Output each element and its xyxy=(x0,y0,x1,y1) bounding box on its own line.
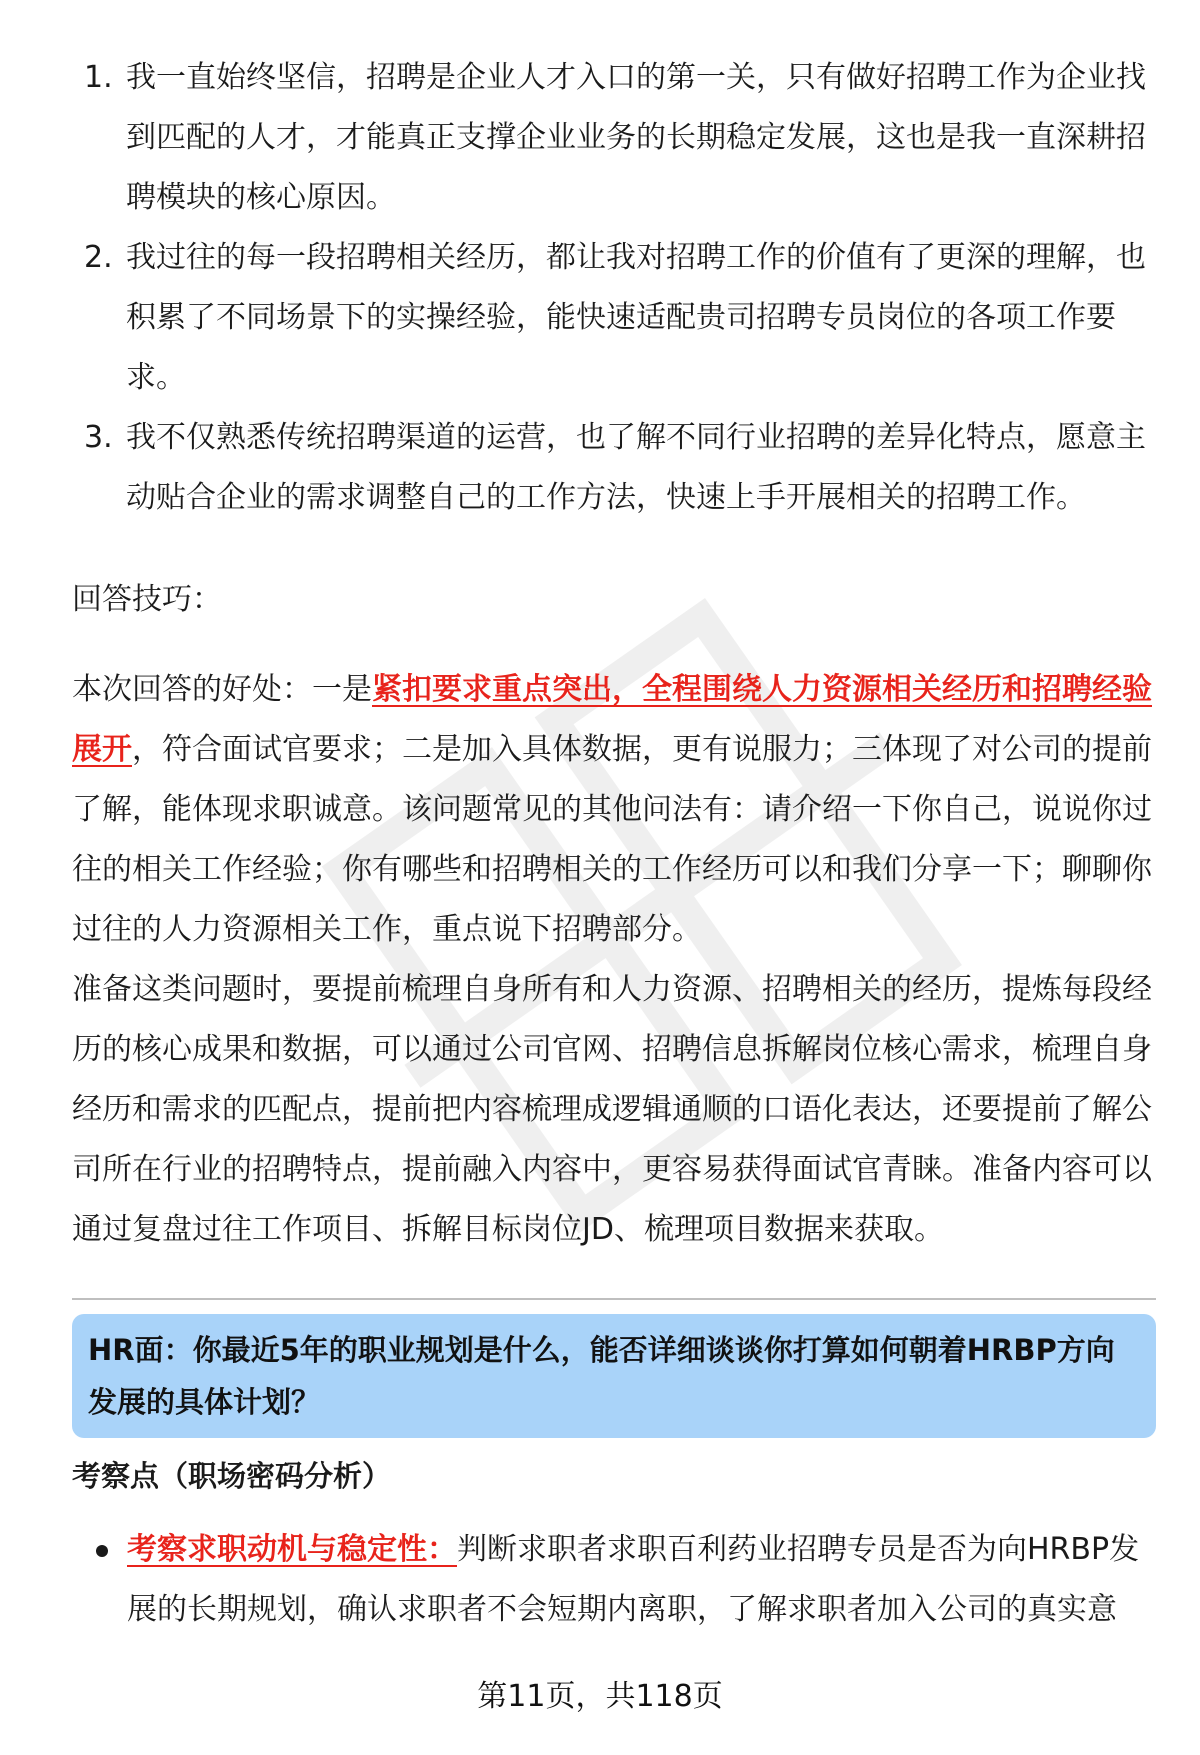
tips-label: 回答技巧： xyxy=(72,582,222,617)
question-text: HR面：你最近5年的职业规划是什么，能否详细谈谈你打算如何朝着HRBP方向发展的具体计划？ xyxy=(88,1333,1115,1419)
tips-benefits-prefix: 本次回答的好处：一是 xyxy=(72,672,372,707)
list-item-text: 我不仅熟悉传统招聘渠道的运营，也了解不同行业招聘的差异化特点，愿意主动贴合企业的需求调整自己的工作方法，快速上手开展相关的招聘工作。 xyxy=(126,420,1146,515)
bullet-dot-icon xyxy=(96,1545,108,1557)
list-item xyxy=(72,48,1172,228)
list-number: 1. xyxy=(84,60,113,95)
bullet-item xyxy=(72,1520,1156,1640)
bullet-text: 判断求职者求职百利药业招聘专员是否为向HRBP发展的长期规划，确认求职者不会短期内离职，了解求职者加入公司的真实意 xyxy=(127,1532,1140,1627)
list-item-text: 我一直始终坚信，招聘是企业人才入口的第一关，只有做好招聘工作为企业找到匹配的人才，才能真正支撑企业业务的长期稳定发展，这也是我一直深耕招聘模块的核心原因。 xyxy=(126,60,1146,215)
list-item-text: 我过往的每一段招聘相关经历，都让我对招聘工作的价值有了更深的理解，也积累了不同场景下的实操经验，能快速适配贵司招聘专员岗位的各项工作要求。 xyxy=(126,240,1146,395)
reasons-list xyxy=(72,48,1172,528)
question-box xyxy=(72,1314,1156,1438)
list-item xyxy=(72,228,1172,408)
tips-paragraph-preparation: 准备这类问题时，要提前梳理自身所有和人力资源、招聘相关的经历，提炼每段经历的核心成果和数据，可以通过公司官网、招聘信息拆解岗位核心需求，梳理自身经历和需求的匹配点，提前把内容梳理成逻辑通顺的口语化表达，还要提前了解公司所在行业的招聘特点，提前融入内容中，更容易获得面试官青睐。准备内容可以通过复盘过往工作项目、拆解目标岗位JD、梳理项目数据来获取。 xyxy=(72,972,1152,1247)
list-number: 3. xyxy=(84,420,113,455)
page-footer: 第11页，共118页 xyxy=(477,1679,723,1714)
bullet-text-block xyxy=(72,1520,1156,1640)
list-number: 2. xyxy=(84,240,113,275)
section-divider xyxy=(72,1298,1156,1300)
section-title: 考察点（职场密码分析） xyxy=(72,1459,392,1493)
tips-benefits-highlight: 紧扣要求重点突出，全程围绕人力资源相关经历和招聘经验展开 xyxy=(72,672,1152,767)
tips-benefits-suffix: ，符合面试官要求；二是加入具体数据，更有说服力；三体现了对公司的提前了解，能体现求职诚意。该问题常见的其他问法有：请介绍一下你自己，说说你过往的相关工作经验；你有哪些和招聘相关的工作经历可以和我们分享一下；聊聊你过往的人力资源相关工作，重点说下招聘部分。 xyxy=(72,732,1152,947)
tips-paragraph-benefits xyxy=(72,660,1152,960)
list-item xyxy=(72,408,1172,528)
bullet-highlight: 考察求职动机与稳定性： xyxy=(127,1532,457,1567)
